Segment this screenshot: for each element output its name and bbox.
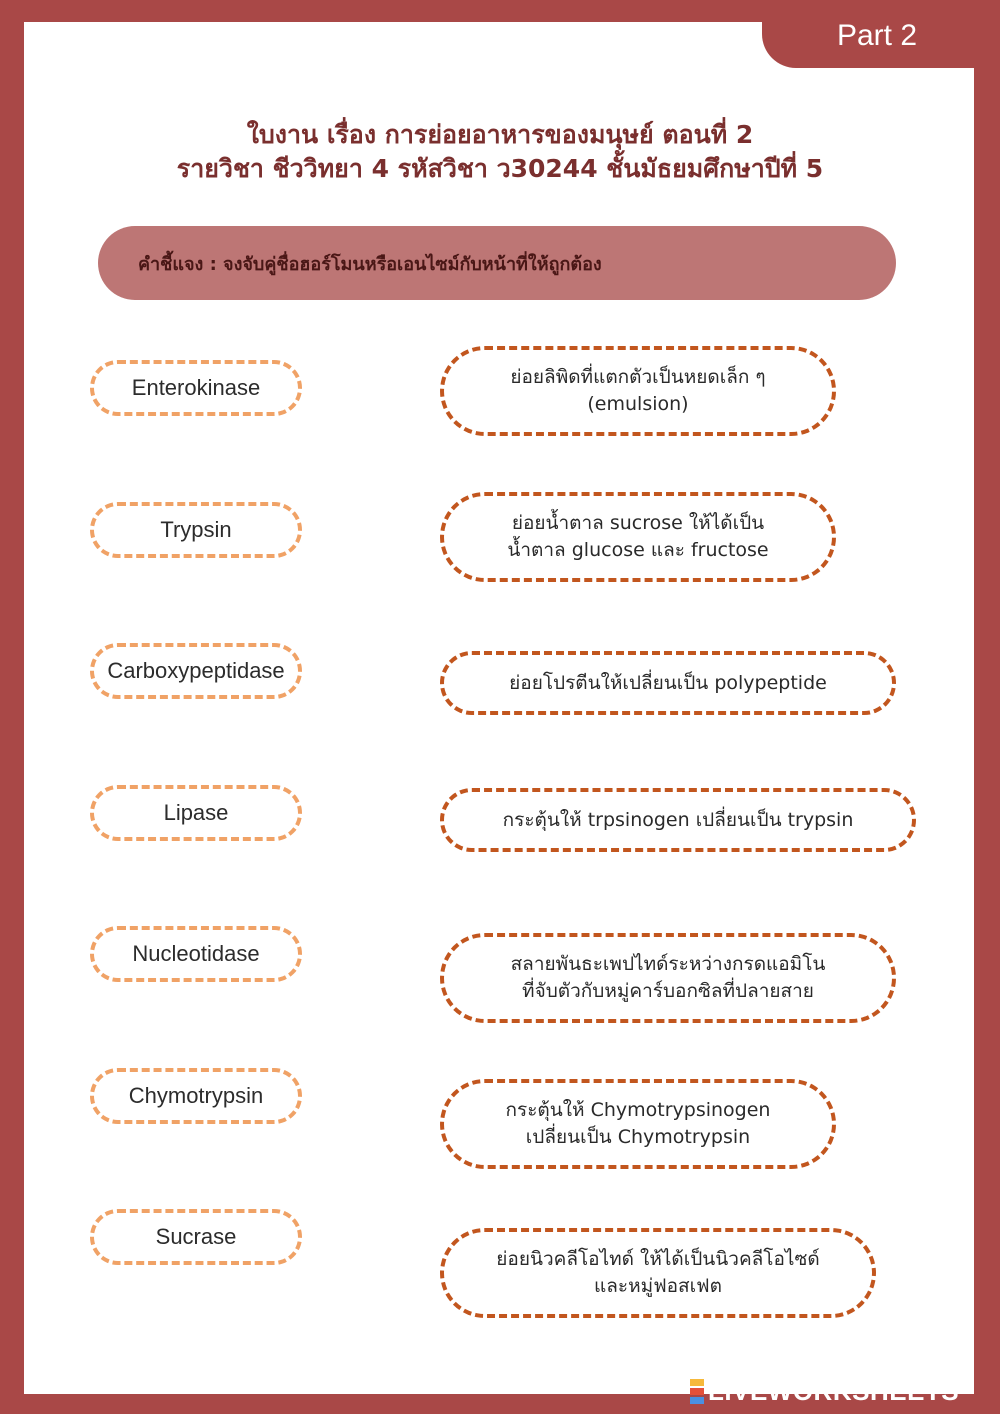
enzyme-item[interactable]: Trypsin [90, 502, 302, 558]
liveworksheets-logo [690, 1373, 959, 1409]
part-label: Part 2 [762, 0, 974, 68]
enzyme-item[interactable]: Nucleotidase [90, 926, 302, 982]
title-line-1: ใบงาน เรื่อง การย่อยอาหารของมนุษย์ ตอนที่ 2 [246, 120, 754, 149]
enzyme-item[interactable]: Lipase [90, 785, 302, 841]
logo-text: LIVEWORKSHEETS [708, 1375, 960, 1406]
function-item[interactable]: ย่อยนิวคลีโอไทด์ ให้ได้เป็นนิวคลีโอไซด์ และหมู่ฟอสเฟต [440, 1228, 876, 1318]
function-item[interactable]: ย่อยลิพิดที่แตกตัวเป็นหยดเล็ก ๆ (emulsion) [440, 346, 836, 436]
function-item[interactable]: กระตุ้นให้ Chymotrypsinogen เปลี่ยนเป็น Chymotrypsin [440, 1079, 836, 1169]
function-item[interactable]: ย่อยโปรตีนให้เปลี่ยนเป็น polypeptide [440, 651, 896, 715]
enzyme-item[interactable]: Carboxypeptidase [90, 643, 302, 699]
logo-icon [690, 1379, 704, 1404]
title-line-2: รายวิชา ชีววิทยา 4 รหัสวิชา ว30244 ชั้นมัธยมศึกษาปีที่ 5 [176, 154, 824, 183]
instruction-banner [98, 226, 896, 300]
function-item[interactable]: กระตุ้นให้ trpsinogen เปลี่ยนเป็น trypsin [440, 788, 916, 852]
enzyme-item[interactable]: Chymotrypsin [90, 1068, 302, 1124]
function-item[interactable]: สลายพันธะเพปไทด์ระหว่างกรดแอมิโน ที่จับตัวกับหมู่คาร์บอกซิลที่ปลายสาย [440, 933, 896, 1023]
function-item[interactable]: ย่อยน้ำตาล sucrose ให้ได้เป็น น้ำตาล glucose และ fructose [440, 492, 836, 582]
instruction-text: คำชี้แจง : จงจับคู่ชื่อฮอร์โมนหรือเอนไซม์กับหน้าที่ให้ถูกต้อง [138, 253, 602, 275]
enzyme-item[interactable]: Sucrase [90, 1209, 302, 1265]
enzyme-item[interactable]: Enterokinase [90, 360, 302, 416]
page-title [40, 118, 960, 186]
